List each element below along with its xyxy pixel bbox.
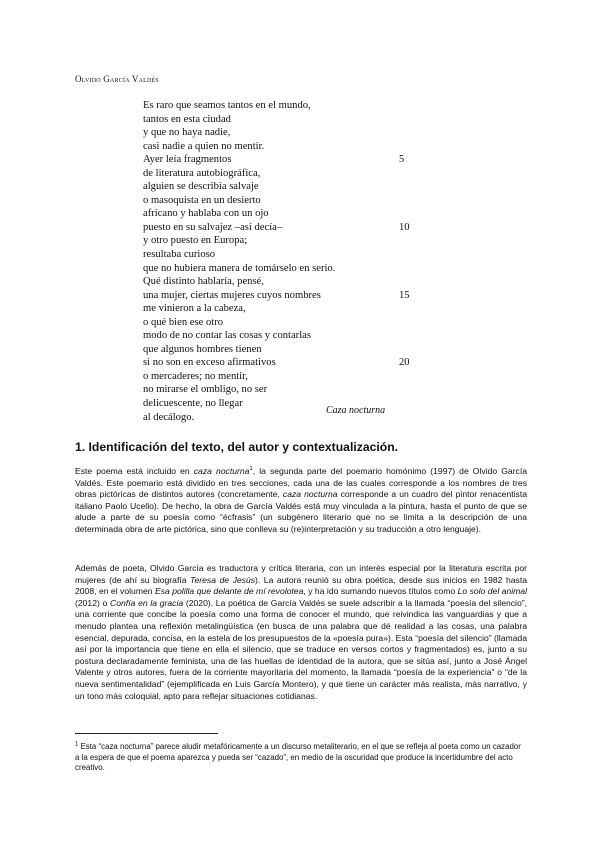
book-title: Lo solo del animal xyxy=(457,586,527,597)
poem-line: que no hubiera manera de tomárselo en serio. xyxy=(143,262,336,274)
poem-line: resultaba curioso xyxy=(143,249,216,261)
text-run: Además de poeta, Olvido García es traductora y crítica literaria, con un interés especial por la literatura escrita por mujeres (de ahí su biografía xyxy=(75,563,527,585)
book-title: Esa polilla que delante de mí revolotea xyxy=(154,586,304,597)
book-title: Teresa de Jesús xyxy=(190,574,256,585)
poem-line: casi nadie a quien no mentir. xyxy=(143,140,265,152)
text-run: corresponde a un cuadro del pintor renacentista italiano Paolo Ucello). De hecho, la obra de García Valdés está muy vinculada a la pintura, hasta el punto de que se alude a parte de su poesía como “écfrasis” (un subgénero literario que no se limita a la descripción de una determinada obra de arte pictórica, sino que conlleva su (re)interpretación y su traducción a otro lenguaje). xyxy=(75,489,527,534)
poem-line-text: Ayer leía fragmentos xyxy=(143,154,232,166)
poem xyxy=(143,99,443,424)
poem-line: Qué distinto hablaría, pensé, xyxy=(143,276,264,288)
text-run: , la segunda parte del poemario homónimo (1997) de Olvido García Valdés. Este poemario está dividido en tres secciones, cada una de las cuales corresponde a los nombres de tres obras pictóricas de distintos autores (concretamente, xyxy=(75,466,528,500)
author-header: Olvido García Valdés xyxy=(75,74,159,84)
text-run: ). La autora reunió su obra poética, desde sus inicios en 1982 hasta 2008, en el volumen xyxy=(75,574,527,597)
book-title: Confía en la gracia xyxy=(110,597,184,608)
text-run: , y ha ido sumando nuevos títulos como xyxy=(303,586,458,597)
poem-line: o qué bien ese otro xyxy=(143,316,224,328)
text-run: (2020). La poética de García Valdés se suele adscribir a la llamada “poesía del silencio”, una corriente que concibe la poesía como una forma de conocer el mundo, que reivindica las vanguardias y que a menudo plantea una reflexión metalingüística (en busca de una palabra que dé realidad a las cosas, una palabra esencial, depurada, concisa, en la estela de los presupuestos de la «poesía pura»). Esta “poesía del silencio” (llamada así por la importancia que tiene en ella el silencio, que se traduce en versos cortos y fragmentados) es, junto a su postura declaradamente feminista, una de las huellas de identidad de la autora, que se sitúa así, junto a José Ángel Valente y otros autores, fuera de la corriente mayoritaria del momento, la llamada “poesía de la experiencia” o “de la nueva sentimentalidad” (ejemplificada en Luis García Montero), y que tiene un carácter más realista, más narrativo, y un tono más coloquial, apto para reflejar situaciones cotidianas. xyxy=(75,597,527,701)
poem-line xyxy=(143,289,443,303)
book-title: caza nocturna xyxy=(282,489,338,500)
poem-line xyxy=(143,356,443,370)
section-heading: 1. Identificación del texto, del autor y contextualización. xyxy=(75,440,399,454)
poem-line-text: si no son en exceso afirmativos xyxy=(143,357,276,369)
poem-line xyxy=(143,153,443,167)
footnote xyxy=(75,742,527,774)
poem-line: alguien se describía salvaje xyxy=(143,181,259,193)
poem-line: no mirarse el ombligo, no ser xyxy=(143,384,268,396)
poem-line: de literatura autobiográfica, xyxy=(143,167,261,179)
poem-line: y que no haya nadie, xyxy=(143,127,231,139)
poem-line: me vinieron a la cabeza, xyxy=(143,303,246,315)
poem-line: que algunos hombres tienen xyxy=(143,343,262,355)
footnote-text: Esta “caza nocturna” parece aludir metafóricamente a un discurso metaliterario, en el que se refleja al poeta como un cazador a la espera de que el poema aparezca y pueda ser “cazado”, en medio de la oscuridad que produce la incertidumbre del acto creativo. xyxy=(75,742,521,773)
poem-line: africano y hablaba con un ojo xyxy=(143,208,269,220)
text-run: Este poema está incluido en xyxy=(75,466,194,476)
footnote-divider xyxy=(75,733,218,734)
poem-line-text: una mujer, ciertas mujeres cuyos nombres xyxy=(143,289,321,301)
line-number-10: 10 xyxy=(399,221,410,233)
footnote-number: 1 xyxy=(75,741,79,748)
line-number-5: 5 xyxy=(399,154,405,166)
poem-line-text: puesto en su salvajez –así decía– xyxy=(143,221,283,233)
poem-source: Caza nocturna xyxy=(326,405,386,416)
book-title: caza nocturna xyxy=(193,466,250,476)
poem-line xyxy=(143,221,443,235)
poem-line: o mercaderes; no mentir, xyxy=(143,370,248,382)
paragraph-author-context xyxy=(75,563,527,702)
footnote-ref[interactable]: 1 xyxy=(249,466,253,473)
paragraph-identification xyxy=(75,466,527,536)
poem-line: y otro puesto en Europa; xyxy=(143,235,248,247)
poem-line: Es raro que seamos tantos en el mundo, xyxy=(143,100,311,111)
text-run: (2012) o xyxy=(75,597,111,608)
poem-line: modo de no contar las cosas y contarlas xyxy=(143,330,311,342)
poem-line: al decálogo. xyxy=(143,411,195,423)
poem-line: o masoquista en un desierto xyxy=(143,194,261,206)
line-number-20: 20 xyxy=(399,357,410,369)
poem-line: delicuescente, no llegar xyxy=(143,398,243,410)
poem-line: tantos en esta ciudad xyxy=(143,113,231,125)
line-number-15: 15 xyxy=(399,289,410,301)
